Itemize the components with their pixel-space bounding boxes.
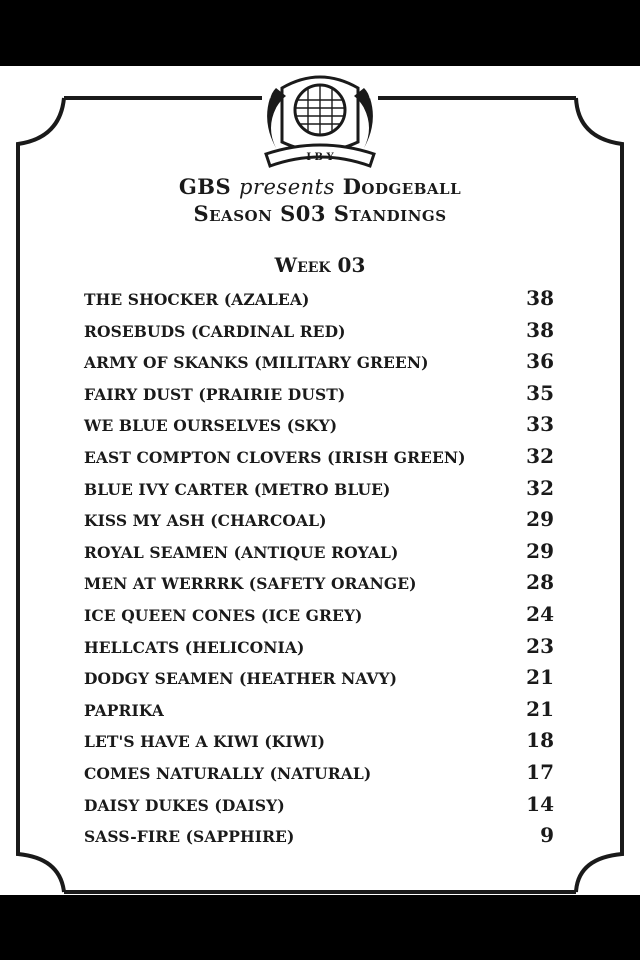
table-row — [84, 792, 554, 824]
team-points: 32 — [526, 475, 554, 500]
team-name: EAST COMPTON CLOVERS (IRISH GREEN) — [84, 447, 466, 467]
team-name: HELLCATS (HELICONIA) — [84, 637, 305, 657]
team-points: 9 — [540, 823, 554, 848]
team-name: PAPRIKA — [84, 700, 164, 720]
table-row — [84, 602, 554, 634]
team-name: ROSEBUDS (CARDINAL RED) — [84, 321, 346, 341]
presents-text: presents — [239, 175, 335, 199]
table-row — [84, 823, 554, 855]
team-name: MEN AT WERRRK (SAFETY ORANGE) — [84, 574, 417, 594]
team-points: 17 — [526, 759, 554, 784]
team-name: ROYAL SEAMEN (ANTIQUE ROYAL) — [84, 542, 399, 562]
table-row — [84, 507, 554, 539]
team-name: DAISY DUKES (DAISY) — [84, 795, 285, 815]
table-row — [84, 476, 554, 508]
table-row — [84, 286, 554, 318]
team-name: DODGY SEAMEN (HEATHER NAVY) — [84, 669, 398, 689]
team-points: 29 — [526, 538, 554, 563]
team-points: 21 — [526, 665, 554, 690]
table-row — [84, 697, 554, 729]
org-name: GBS — [178, 174, 232, 199]
team-name: COMES NATURALLY (NATURAL) — [84, 763, 372, 783]
team-name: LET'S HAVE A KIWI (KIWI) — [84, 732, 326, 752]
team-points: 38 — [526, 317, 554, 342]
standings-table — [84, 286, 554, 855]
team-points: 23 — [526, 633, 554, 658]
team-name: ARMY OF SKANKS (MILITARY GREEN) — [84, 353, 429, 373]
team-points: 33 — [526, 412, 554, 437]
week-label: Week 03 — [274, 253, 366, 277]
table-row — [84, 634, 554, 666]
table-row — [84, 381, 554, 413]
table-row — [84, 728, 554, 760]
table-row — [84, 539, 554, 571]
bottom-black-bar — [0, 895, 640, 960]
title-line-1 — [0, 174, 640, 199]
team-name: WE BLUE OURSELVES (SKY) — [84, 416, 338, 436]
table-row — [84, 318, 554, 350]
sport-name: Dodgeball — [342, 174, 462, 199]
table-row — [84, 570, 554, 602]
table-row — [84, 760, 554, 792]
team-name: KISS MY ASH (CHARCOAL) — [84, 511, 327, 531]
team-name: THE SHOCKER (AZALEA) — [84, 290, 310, 309]
team-points: 38 — [526, 286, 554, 310]
team-points: 36 — [526, 349, 554, 374]
team-name: FAIRY DUST (PRAIRIE DUST) — [84, 384, 346, 404]
team-points: 21 — [526, 696, 554, 721]
team-points: 32 — [526, 443, 554, 468]
standings-sheet — [0, 66, 640, 895]
table-row — [84, 349, 554, 381]
crest-banner-text: I B Y — [306, 152, 334, 163]
team-points: 24 — [526, 601, 554, 626]
team-points: 18 — [526, 728, 554, 753]
table-row — [84, 444, 554, 476]
team-points: 35 — [526, 380, 554, 405]
title-line-2: Season S03 Standings — [193, 201, 447, 226]
team-name: BLUE IVY CARTER (METRO BLUE) — [84, 479, 391, 499]
team-points: 28 — [526, 570, 554, 595]
crest-emblem — [262, 68, 378, 178]
team-name: SASS-FIRE (SAPPHIRE) — [84, 827, 295, 847]
table-row — [84, 665, 554, 697]
table-row — [84, 412, 554, 444]
team-points: 29 — [526, 507, 554, 532]
top-black-bar — [0, 0, 640, 66]
team-name: ICE QUEEN CONES (ICE GREY) — [84, 605, 363, 625]
team-points: 14 — [526, 791, 554, 816]
